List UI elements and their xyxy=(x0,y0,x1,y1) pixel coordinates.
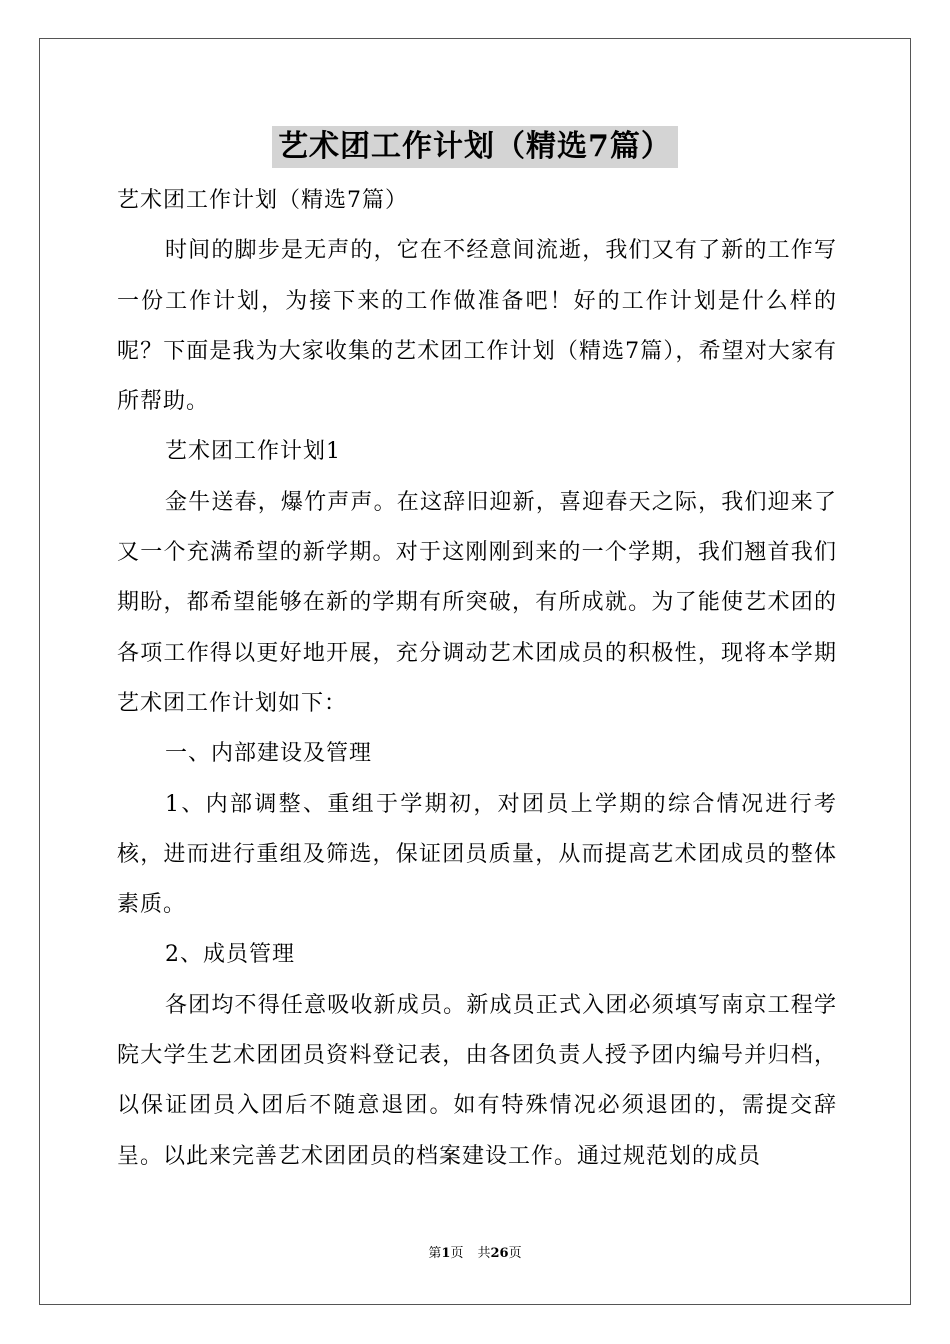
intro-paragraph: 时间的脚步是无声的，它在不经意间流逝，我们又有了新的工作写一份工作计划，为接下来的工作做准备吧！好的工作计划是什么样的呢？下面是我为大家收集的艺术团工作计划（精选7篇），希望对大家有所帮助。 xyxy=(117,238,837,415)
total-pages: 26 xyxy=(490,1246,509,1261)
subsection-heading: 2、成员管理 xyxy=(165,942,295,968)
document-title: 艺术团工作计划（精选7篇） xyxy=(272,126,678,168)
body-paragraph: 1、内部调整、重组于学期初，对团员上学期的综合情况进行考核，进而进行重组及筛选，保证团员质量，从而提高艺术团成员的整体素质。 xyxy=(117,791,837,918)
total-suffix: 页 xyxy=(508,1246,522,1261)
total-prefix: 共 xyxy=(477,1246,491,1261)
body-paragraph: 金牛送春，爆竹声声。在这辞旧迎新，喜迎春天之际，我们迎来了又一个充满希望的新学期。对于这刚刚到来的一个学期，我们翘首我们期盼，都希望能够在新的学期有所突破，有所成就。为了能使艺术团的各项工作得以更好地开展，充分调动艺术团成员的积极性，现将本学期艺术团工作计划如下： xyxy=(117,489,837,716)
page-suffix: 页 xyxy=(450,1246,464,1261)
subsection-heading: 一、内部建设及管理 xyxy=(165,741,373,767)
body-paragraph: 各团均不得任意吸收新成员。新成员正式入团必须填写南京工程学院大学生艺术团团员资料登记表，由各团负责人授予团内编号并归档，以保证团员入团后不随意退团。如有特殊情况必须退团的，需提交辞呈。以此来完善艺术团团员的档案建设工作。通过规范划的成员 xyxy=(117,992,837,1169)
document-body xyxy=(117,176,837,1182)
page-prefix: 第 xyxy=(428,1246,442,1261)
page-number: 1 xyxy=(441,1246,451,1261)
section-heading: 艺术团工作计划1 xyxy=(165,439,341,465)
subtitle-paragraph: 艺术团工作计划（精选7篇） xyxy=(117,188,408,213)
page-footer xyxy=(0,1245,950,1263)
title-container xyxy=(0,126,950,168)
